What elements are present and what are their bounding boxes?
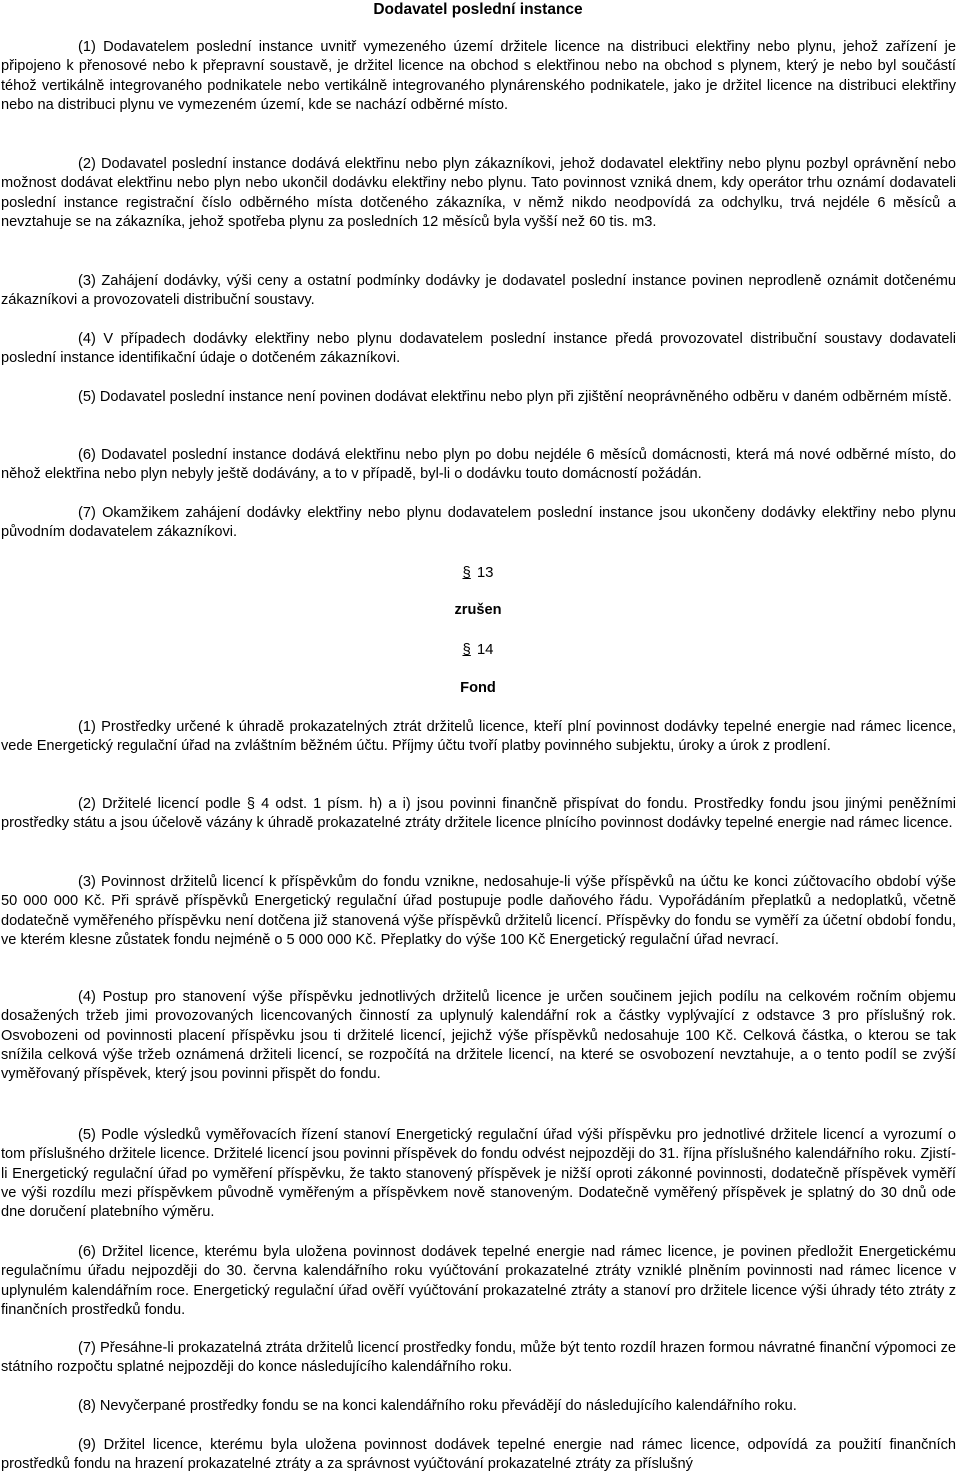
paragraph-last-instance-2: (2) Dodavatel poslední instance dodává elektřinu nebo plyn zákazníkovi, jehož dodavatel elektřiny nebo plynu pozbyl oprávnění nebo možnost dodávat elektřinu nebo plyn nebo ukončil dodávku elektřiny nebo plynu. Tato povinnost vzniká dnem, kdy operátor trhu oznámí dodavateli poslední instance registrační číslo odběrného místa dotčeného zákazníka, v němž nikdo neodpovídá za odchylku, trvá nejdéle 6 měsíců a nevztahuje se na zákazníka, jehož spotřeba plynu za posledních 12 měsíců byla vyšší než 60 tis. m3. <box>1 156 956 230</box>
paragraph-last-instance-5: (5) Dodavatel poslední instance není povinen dodávat elektřinu nebo plyn při zjištění neoprávněného odběru v daném odběrném místě. <box>78 389 952 405</box>
section-13-heading: zrušen <box>454 602 502 618</box>
paragraph-fund-2: (2) Držitelé licencí podle § 4 odst. 1 písm. h) a i) jsou povinni finančně přispívat do fondu. Prostředky fondu jsou jinými peněžními prostředky státu a jsou účelově vázány k úhradě prokazatelné ztráty držitele licence plnícího povinnost dodávky tepelné energie nad rámec licence. <box>1 796 956 832</box>
paragraph-last-instance-7: (7) Okamžikem zahájení dodávky elektřiny nebo plynu dodavatelem poslední instance jsou ukončeny dodávky elektřiny nebo plynu původním dodavatelem zákazníkovi. <box>1 505 956 541</box>
document-title: Dodavatel poslední instance <box>373 1 583 18</box>
section-14-heading: Fond <box>460 680 496 696</box>
paragraph-last-instance-4: (4) V případech dodávky elektřiny nebo plynu dodavatelem poslední instance předá provozovatel distribuční soustavy dodavateli poslední instance identifikační údaje o dotčeném zákazníkovi. <box>1 331 956 367</box>
paragraph-last-instance-3: (3) Zahájení dodávky, výši ceny a ostatní podmínky dodávky je dodavatel poslední instance povinen neprodleně oznámit dotčenému zákazníkovi a provozovateli distribuční soustavy. <box>1 273 956 309</box>
paragraph-fund-5: (5) Podle výsledků vyměřovacích řízení stanoví Energetický regulační úřad výši příspěvku pro jednotlivé držitele licencí a vyrozumí o tom příslušného držitele licence. Držitelé licencí jsou povinni příspěvek do fondu odvést nejpozději do 31. října příslušného kalendářního roku. Zjistí-li Energetický regulační úřad po vyměření příspěvku, že takto stanovený příspěvek je nižší oproti zákonné povinnosti, dodatečně příspěvek vyměří ve výši rozdílu mezi příspěvkem původně vyměřeným a příspěvkem nově stanoveným. Dodatečně vyměřený příspěvek je splatný do 30 dnů ode dne doručení platebního výměru. <box>1 1127 956 1221</box>
section-sign-icon: § <box>462 641 471 658</box>
section-13-number <box>0 563 956 582</box>
paragraph-fund-8: (8) Nevyčerpané prostředky fondu se na konci kalendářního roku převádějí do následujícího kalendářního roku. <box>78 1398 797 1414</box>
section-14-number <box>0 640 956 659</box>
paragraph-fund-6: (6) Držitel licence, kterému byla uložena povinnost dodávek tepelné energie nad rámec licence, je povinen předložit Energetickému regulačnímu úřadu nejpozději do 30. června kalendářního roku vyúčtování prokazatelné ztráty vzniklé plněním povinnosti nad rámec licence v uplynulém kalendářním roce. Energetický regulační úřad ověří vyúčtování prokazatelné ztráty a stanoví pro držitele licence výši úhrady této ztráty z finančních prostředků fondu. <box>1 1244 956 1318</box>
paragraph-fund-9: (9) Držitel licence, kterému byla uložena povinnost dodávek tepelné energie nad rámec licence, odpovídá za použití finančních prostředků fondu na hrazení prokazatelné ztráty a za správnost vyúčtování prokazatelné ztráty za příslušný <box>1 1437 956 1473</box>
paragraph-last-instance-6: (6) Dodavatel poslední instance dodává elektřinu nebo plyn po dobu nejdéle 6 měsíců domácnosti, která má nové odběrné místo, do něhož elektřina nebo plyn nebyly ještě dodávány, a to v případě, byl-li o dodávku touto domácností požádán. <box>1 447 956 483</box>
paragraph-last-instance-1: (1) Dodavatelem poslední instance uvnitř vymezeného území držitele licence na distribuci elektřiny nebo plynu, jehož zařízení je připojeno k přenosové nebo k přepravní soustavě, je držitel licence na obchod s elektřinou nebo na obchod s plynem, který je nebo byl součástí téhož vertikálně integrovaného podnikatele nebo vertikálně integrovaného plynárenského podnikatele, jako je držitel licence na distribuci elektřiny nebo na distribuci plynu ve vymezeném území, kde se nachází odběrné místo. <box>1 39 956 113</box>
paragraph-fund-3: (3) Povinnost držitelů licencí k příspěvkům do fondu vznikne, nedosahuje-li výše příspěvků na účtu ke konci zúčtovacího období výše 50 000 000 Kč. Při správě příspěvků Energetický regulační úřad postupuje podle daňového řádu. Vypořádáním přeplatků a nedoplatků, včetně dodatečně vyměřeného příspěvku není dotčena již stanovená výše příspěvků držitelů licencí. Příspěvky do fondu se vyměří za účetní období fondu, ve kterém klesne zůstatek fondu nejméně o 5 000 000 Kč. Přeplatky do výše 100 Kč Energetický regulační úřad nevrací. <box>1 874 956 948</box>
paragraph-fund-7: (7) Přesáhne-li prokazatelná ztráta držitelů licencí prostředky fondu, může být tento rozdíl hrazen formou návratné finanční výpomoci ze státního rozpočtu splatné nejpozději do konce následujícího kalendářního roku. <box>1 1340 956 1376</box>
paragraph-fund-4: (4) Postup pro stanovení výše příspěvku jednotlivých držitelů licence je určen součinem jejich podílu na celkovém ročním objemu dosažených tržeb jimi provozovaných licencovaných činností za uplynulý kalendářní rok a částky vyplývající z odstavce 3 pro příslušný rok. Osvobozeni od povinnosti placení příspěvku jsou ti držitelé licencí, jejichž výše příspěvků nedosahuje 100 Kč. Celková částka, o kterou se tak snížila celková výše tržeb oznámená držiteli licencí, se rozpočítá na držitele licencí, na které se osvobození nevztahuje, a o tento podíl se zvýší vyměřovaný příspěvek, který jsou povinni přispět do fondu. <box>1 989 956 1083</box>
section-14-label: 14 <box>476 641 494 658</box>
section-13-label: 13 <box>476 564 494 581</box>
paragraph-fund-1: (1) Prostředky určené k úhradě prokazatelných ztrát držitelů licence, kteří plní povinnost dodávky tepelné energie nad rámec licence, vede Energetický regulační úřad na zvláštním běžném účtu. Příjmy účtu tvoří platby povinného subjektu, úroky a úrok z prodlení. <box>1 719 956 755</box>
section-sign-icon: § <box>462 564 471 581</box>
